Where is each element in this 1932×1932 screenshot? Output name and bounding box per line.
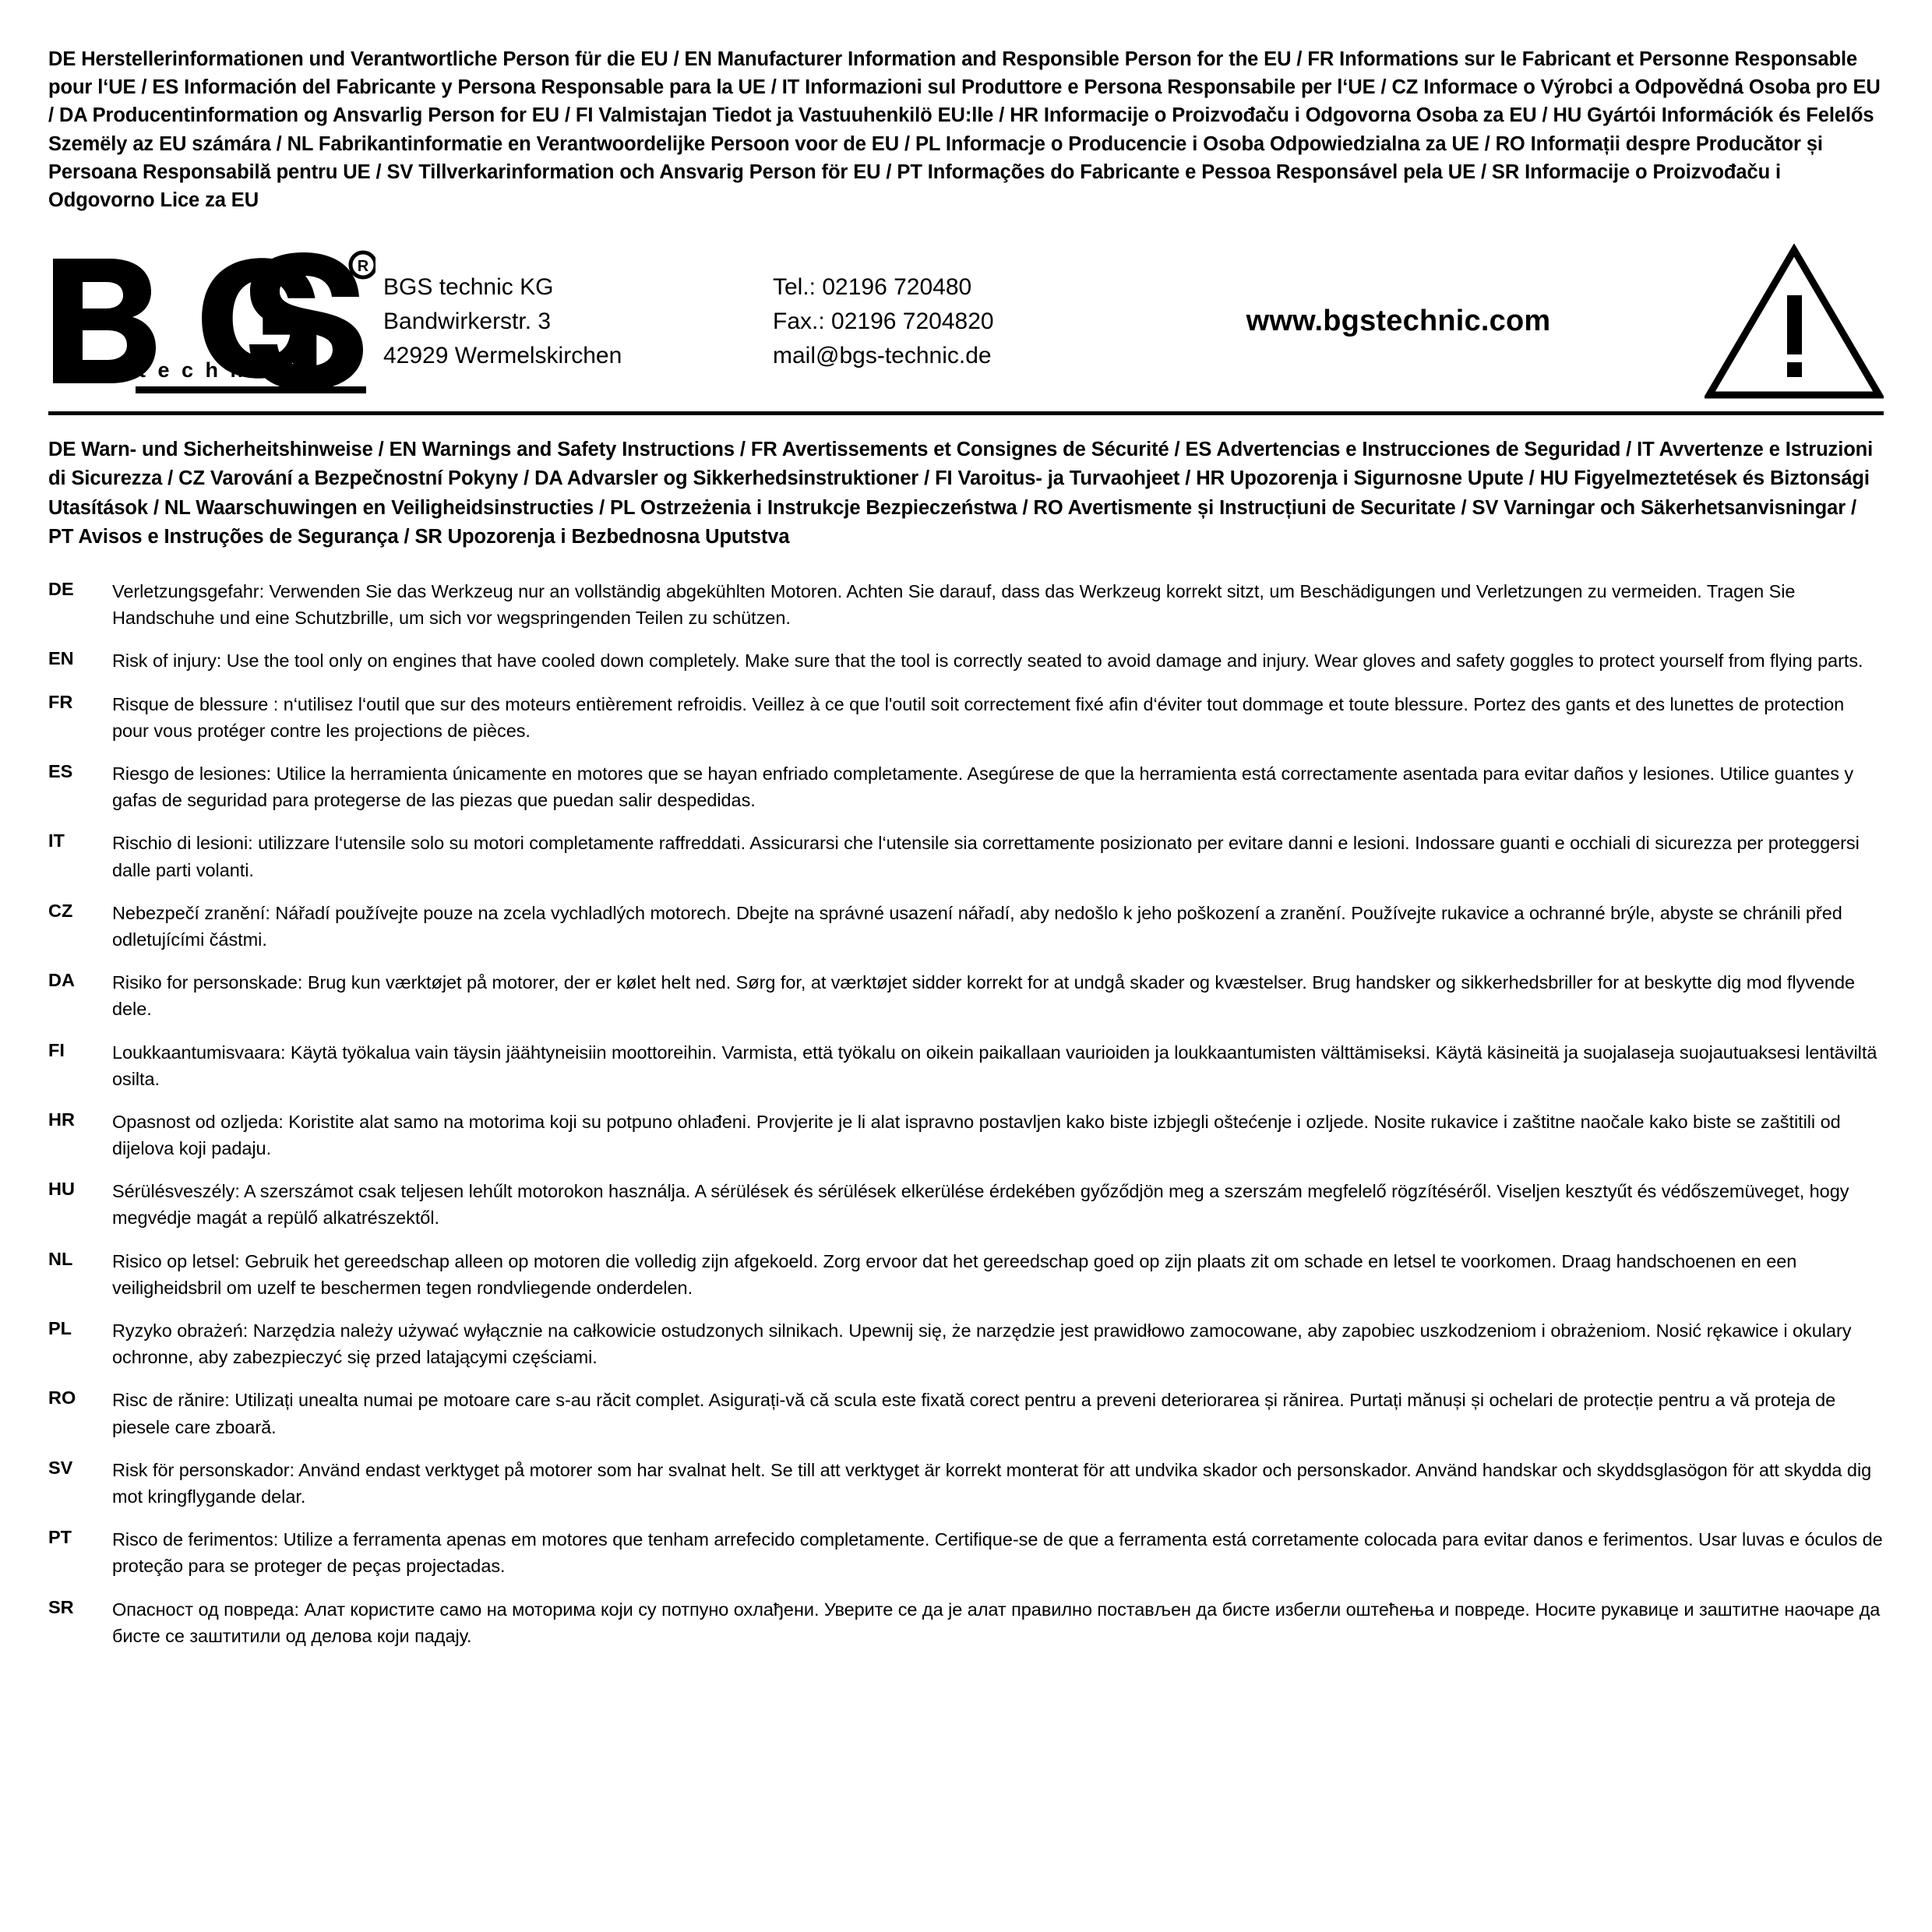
warning-text: Opasnost od ozljeda: Koristite alat samo na motorima koji su potpuno ohlađeni. Provjerite je li alat ispravno postavljen kako biste izbjegli oštećenje i ozljede. Nosite rukavice i zaštitne naočale kako biste se zaštitili od dijelova koji padaju. bbox=[112, 1111, 1841, 1159]
company-name: BGS technic KG bbox=[383, 273, 554, 300]
warning-triangle-icon bbox=[1689, 244, 1884, 400]
bgs-logo-subtext: t e c h n i c bbox=[139, 358, 288, 382]
warning-text: Loukkaantumisvaara: Käytä työkalua vain täysin jäähtyneisiin moottoreihin. Varmista, että työkalu on oikein paikallaan vaurioiden ja loukkaantumisten välttämiseksi. Käytä käsineitä ja suojalaseja suojautuaksesi lentäviltä osilta. bbox=[112, 1042, 1877, 1089]
manufacturer-info-heading: DE Herstellerinformationen und Verantwortliche Person für die EU / EN Manufacturer Information and Responsible Person for the EU / FR Informations sur le Fabricant et Personne Responsable pour l‘UE / ES Información del Fabricante y Persona Responsable para la UE / IT Informazioni sul Produttore e Persona Responsabile per l‘UE / CZ Informace o Výrobci a Odpovědná Osoba pro EU / DA Producentinformation og Ansvarlig Person for EU / FI Valmistajan Tiedot ja Vastuuhenkilö EU:lle / HR Informacije o Proizvođaču i Odgovorna Osoba za EU / HU Gyártói Információk és Felelős Szemëly az EU számára / NL Fabrikantinformatie en Verantwoordelijke Persoon voor de EU / PL Informacje o Producencie i Osoba Odpowiedzialna za UE / RO Informații despre Producător și Persoana Responsabilă pentru UE / SV Tillverkarinformation och Ansvarig Person för EU / PT Informações do Fabricante e Pessoa Responsável pela UE / SR Informacije o Proizvođaču i Odgovorno Lice za EU bbox=[48, 48, 1881, 212]
list-item bbox=[48, 830, 1884, 883]
company-email: mail@bgs-technic.de bbox=[773, 342, 992, 368]
language-code: HR bbox=[48, 1109, 75, 1130]
language-code: PL bbox=[48, 1318, 72, 1339]
manufacturer-bar bbox=[44, 238, 1888, 405]
warning-text: Опасност од повреда: Алат користите само на моторима који су потпуно охлађени. Уверите се да је алат правилно постављен да бисте избегли оштећења и повреде. Носите рукавице и заштитне наочаре да бисте се заштитили од делова који падају. bbox=[112, 1599, 1881, 1646]
warning-text: Risk of injury: Use the tool only on engines that have cooled down completely. Make sure that the tool is correctly seated to avoid damage and injury. Wear gloves and safety goggles to protect yourself from flying parts. bbox=[112, 650, 1863, 672]
list-item bbox=[48, 1387, 1884, 1440]
language-code: ES bbox=[48, 761, 73, 782]
warning-text: Verletzungsgefahr: Verwenden Sie das Werkzeug nur an vollständig abgekühlten Motoren. Achten Sie darauf, dass das Werkzeug korrekt sitzt, um Beschädigungen und Verletzungen zu vermeiden. Tragen Sie Handschuhe und eine Schutzbrille, um sich vor wegspringenden Teilen zu schützen. bbox=[112, 581, 1796, 629]
list-item bbox=[48, 1457, 1884, 1510]
company-fax: Fax.: 02196 7204820 bbox=[773, 308, 994, 334]
list-item bbox=[48, 1596, 1884, 1649]
list-item bbox=[48, 969, 1884, 1022]
list-item bbox=[48, 760, 1884, 813]
bgs-logo bbox=[48, 248, 375, 396]
warning-text: Riesgo de lesiones: Utilice la herramienta únicamente en motores que se hayan enfriado completamente. Asegúrese de que la herramienta está correctamente asentada para evitar daños y lesiones. Utilice guantes y gafas de seguridad para protegerse de las piezas que puedan salir despedidas. bbox=[112, 763, 1854, 811]
warnings-heading: DE Warn- und Sicherheitshinweise / EN Warnings and Safety Instructions / FR Avertissements et Consignes de Sécurité / ES Advertencias e Instrucciones de Seguridad / IT Avvertenze e Istruzioni di Sicurezza / CZ Varování a Bezpečnostní Pokyny / DA Advarsler og Sikkerhedsinstruktioner / FI Varoitus- ja Turvaohjeet / HR Upozorenja i Sigurnosne Upute / HU Figyelmeztetések és Biztonsági Utasítások / NL Waarschuwingen en Veiligheidsinstructies / PL Ostrzeżenia i Instrukcje Bezpieczeństwa / RO Avertismente și Instrucțiuni de Securitate / SV Varningar och Säkerhetsanvisningar / PT Avisos e Instruções de Segurança / SR Upozorenja i Bezbednosna Uputstva bbox=[48, 439, 1874, 548]
company-street: Bandwirkerstr. 3 bbox=[383, 308, 552, 334]
list-item bbox=[48, 900, 1884, 953]
language-code: DE bbox=[48, 579, 74, 600]
company-website: www.bgstechnic.com bbox=[1246, 305, 1551, 338]
company-contact bbox=[773, 270, 1139, 373]
language-code: NL bbox=[48, 1248, 73, 1269]
warning-text: Nebezpečí zranění: Nářadí používejte pouze na zcela vychladlých motorech. Dbejte na správné usazení nářadí, aby nedošlo k jeho poškození a zranění. Používejte rukavice a ochranné brýle, abyste se chránili před odletujícími částmi. bbox=[112, 902, 1842, 950]
warning-text: Rischio di lesioni: utilizzare l‘utensile solo su motori completamente raffreddati. Assicurarsi che l‘utensile sia correttamente posizionato per evitare danni e lesioni. Indossare guanti e occhiali di sicurezza per proteggersi dalle parti volanti. bbox=[112, 833, 1860, 880]
language-code: CZ bbox=[48, 900, 73, 921]
company-city: 42929 Wermelskirchen bbox=[383, 342, 622, 368]
warning-text: Sérülésveszély: A szerszámot csak teljesen lehűlt motorokon használja. A sérülések és sérülések elkerülése érdekében győződjön meg a szerszám megfelelő rögzítéséről. Viseljen kesztyűt és védőszemüveget, hogy megvédje magát a repülő alkatrészektől. bbox=[112, 1181, 1849, 1229]
language-code: EN bbox=[48, 648, 74, 669]
language-code: DA bbox=[48, 970, 75, 991]
warnings-list bbox=[48, 578, 1884, 1649]
divider bbox=[48, 411, 1884, 415]
list-item bbox=[48, 1526, 1884, 1579]
list-item bbox=[48, 1317, 1884, 1370]
language-code: HU bbox=[48, 1179, 75, 1200]
language-code: SR bbox=[48, 1596, 74, 1617]
list-item bbox=[48, 647, 1884, 674]
warning-text: Risico op letsel: Gebruik het gereedschap alleen op motoren die volledig zijn afgekoeld. Zorg ervoor dat het gereedschap goed op zijn plaats zit om schade en letsel te voorkomen. Draag handschoenen en een veiligheidsbril om uzelf te beschermen tegen rondvliegende onderdelen. bbox=[112, 1250, 1797, 1298]
list-item bbox=[48, 1248, 1884, 1301]
language-code: PT bbox=[48, 1527, 72, 1548]
warning-text: Risiko for personskade: Brug kun værktøjet på motorer, der er kølet helt ned. Sørg for, at værktøjet sidder korrekt for at undgå skader og kvæstelser. Brug handsker og sikkerhedsbriller for at beskytte dig mod flyvende dele. bbox=[112, 972, 1855, 1020]
warning-text: Risco de ferimentos: Utilize a ferramenta apenas em motores que tenham arrefecido completamente. Certifique-se de que a ferramenta está corretamente colocada para evitar danos e ferimentos. Usar luvas e óculos de proteção para se proteger de peças projectadas. bbox=[112, 1529, 1883, 1577]
list-item bbox=[48, 1039, 1884, 1092]
warning-text: Ryzyko obrażeń: Narzędzia należy używać wyłącznie na całkowicie ostudzonych silnikach. Upewnij się, że narzędzie jest prawidłowo zamocowane, aby zapobiec uszkodzeniom i obrażeniom. Nosić rękawice i okulary ochronne, aby zabezpieczyć się przed latającymi częściami. bbox=[112, 1320, 1852, 1368]
warning-text: Risque de blessure : n‘utilisez l‘outil que sur des moteurs entièrement refroidis. Veillez à ce que l'outil soit correctement fixé afin d‘éviter tout dommage et toute blessure. Portez des gants et des lunettes de protection pour vous protéger contre les projections de pièces. bbox=[112, 693, 1845, 741]
list-item bbox=[48, 691, 1884, 744]
list-item bbox=[48, 1109, 1884, 1162]
language-code: FI bbox=[48, 1039, 65, 1060]
warning-text: Risk för personskador: Använd endast verktyget på motorer som har svalnat helt. Se till att verktyget är korrekt monterat för att undvika skador och personskador. Använd handskar och skyddsglasögon för att skydda dig mot kringflygande delar. bbox=[112, 1459, 1872, 1507]
list-item bbox=[48, 1178, 1884, 1231]
language-code: IT bbox=[48, 830, 65, 851]
svg-text:R: R bbox=[357, 257, 369, 275]
company-tel: Tel.: 02196 720480 bbox=[773, 273, 972, 300]
language-code: FR bbox=[48, 691, 73, 712]
company-address bbox=[375, 270, 773, 373]
language-code: SV bbox=[48, 1457, 73, 1478]
warning-text: Risc de rănire: Utilizați unealta numai pe motoare care s-au răcit complet. Asigurați-vă că scula este fixată corect pentru a preveni deteriorarea și rănirea. Purtați mănuși și ochelari de protecție pentru a vă proteja de piesele care zboară. bbox=[112, 1390, 1836, 1437]
list-item bbox=[48, 578, 1884, 631]
language-code: RO bbox=[48, 1387, 76, 1408]
